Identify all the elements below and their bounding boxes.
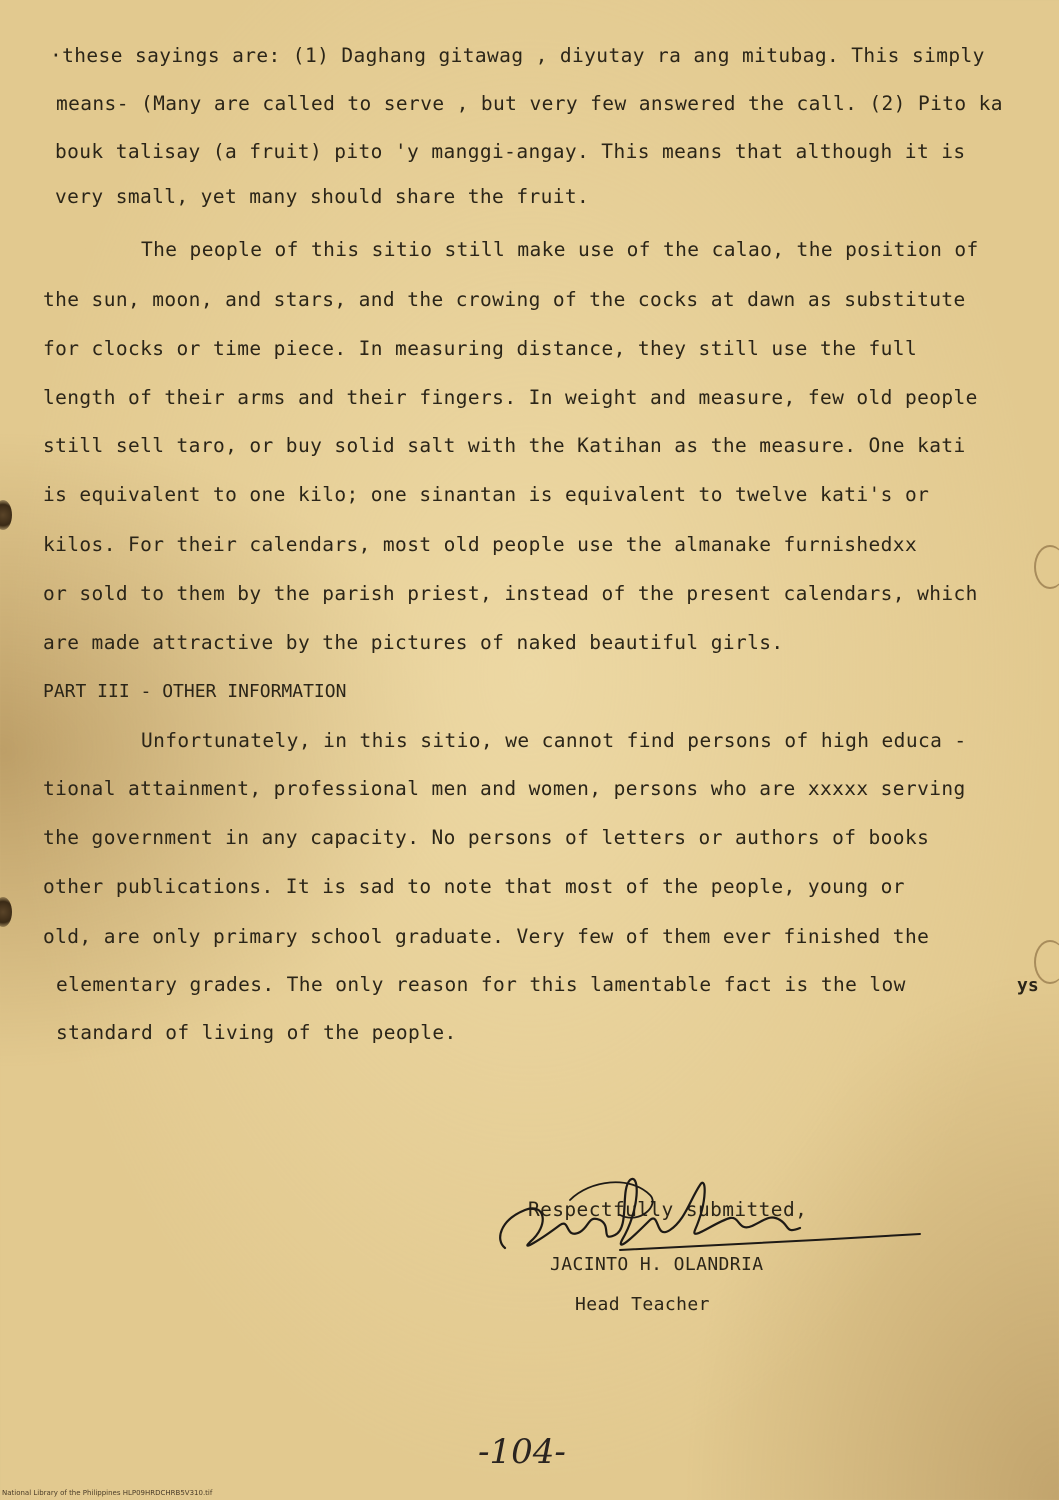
paper-edge-mark [1034,545,1059,589]
text-line: for clocks or time piece. In measuring distance, they still use the full [43,337,918,360]
text-line: standard of living of the people. [56,1021,457,1044]
text-line: old, are only primary school graduate. Very few of them ever finished the [43,925,930,948]
archive-footer: National Library of the Philippines HLP09HRDCHRB5V310.tif [2,1489,213,1497]
text-line: the sun, moon, and stars, and the crowing of the cocks at dawn as substitute [43,288,966,311]
text-line: is equivalent to one kilo; one sinantan is equivalent to twelve kati's or [43,483,930,506]
text-line: length of their arms and their fingers. In weight and measure, few old people [43,386,978,409]
text-line: kilos. For their calendars, most old people use the almanake furnishedxx [43,533,918,556]
closing-salutation: Respectfully submitted, [528,1198,808,1221]
text-line: Unfortunately, in this sitio, we cannot find persons of high educa - [141,729,967,752]
text-line: the government in any capacity. No persons of letters or authors of books [43,826,930,849]
text-line: means- (Many are called to serve , but very few answered the call. (2) Pito ka [56,92,1003,115]
section-heading: PART III - OTHER INFORMATION [43,681,347,702]
text-line: bouk talisay (a fruit) pito 'y manggi-angay. This means that although it is [55,140,966,163]
text-line: The people of this sitio still make use of the calao, the position of [141,238,979,261]
text-line: are made attractive by the pictures of naked beautiful girls. [43,631,784,654]
binding-hole [0,897,12,927]
text-line: or sold to them by the parish priest, instead of the present calendars, which [43,582,978,605]
text-line: still sell taro, or buy solid salt with the Katihan as the measure. One kati [43,434,966,457]
page-number: -104- [478,1432,566,1472]
signatory-name: JACINTO H. OLANDRIA [550,1254,764,1275]
text-line: other publications. It is sad to note that most of the people, young or [43,875,905,898]
text-line: tional attainment, professional men and women, persons who are xxxxx serving [43,777,966,800]
stray-text: ys [1017,975,1039,996]
text-line: very small, yet many should share the fruit. [55,185,590,208]
signatory-title: Head Teacher [575,1294,710,1315]
binding-hole [0,500,12,530]
text-line: elementary grades. The only reason for this lamentable fact is the low [56,973,906,996]
text-line: ·these sayings are: (1) Daghang gitawag , diyutay ra ang mitubag. This simply [50,44,985,67]
